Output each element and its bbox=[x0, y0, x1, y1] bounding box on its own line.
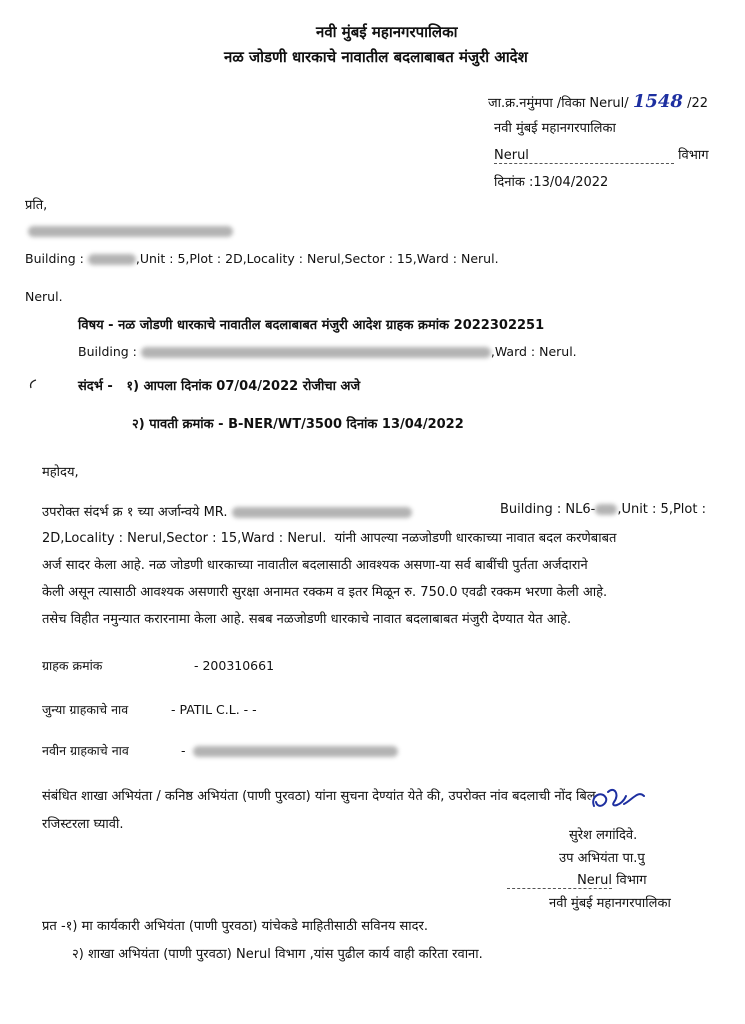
stray-mark-icon bbox=[28, 379, 38, 389]
instruction-line-2: रजिस्टरला घ्यावी. bbox=[42, 817, 124, 832]
old-name-label: जुन्या ग्राहकाचे नाव bbox=[42, 702, 129, 717]
redaction bbox=[232, 507, 412, 518]
redaction bbox=[193, 746, 398, 757]
addressee-name-redacted bbox=[28, 221, 233, 240]
new-name-label: नवीन ग्राहकाचे नाव bbox=[42, 743, 129, 758]
header-title: नळ जोडणी धारकाचे नावातील बदलाबाबत मंजुरी आदेश bbox=[224, 48, 528, 66]
subject-line: विषय - नळ जोडणी धारकाचे नावातील बदलाबाबत मंजुरी आदेश ग्राहक क्रमांक 2022302251 bbox=[78, 318, 545, 333]
body-line-2 bbox=[42, 528, 616, 546]
header-office: नवी मुंबई महानगरपालिका bbox=[316, 23, 458, 41]
signature-scribble-icon bbox=[588, 784, 648, 820]
reference-office: नवी मुंबई महानगरपालिका bbox=[494, 121, 616, 136]
signatory-designation: उप अभियंता पा.पु bbox=[559, 851, 645, 866]
redaction bbox=[88, 254, 136, 265]
body-line-1-right bbox=[500, 502, 706, 517]
reference-item-1: १) आपला दिनांक 07/04/2022 रोजीचा अजे bbox=[126, 379, 361, 394]
signatory-name: सुरेश लगांदिवे. bbox=[569, 828, 638, 843]
reference-label: संदर्भ - bbox=[78, 379, 113, 394]
date-label: दिनांक : bbox=[494, 175, 534, 190]
redaction bbox=[141, 347, 491, 358]
body-line-4: केली असून त्यासाठी आवश्यक असणारी सुरक्षा अनामत रक्कम व इतर मिळून रु. 750.0 एवढी रक्कम भरणा केली आहे. bbox=[42, 585, 608, 600]
address-building-label: Building : bbox=[25, 251, 84, 266]
new-name-row bbox=[42, 742, 398, 759]
body-line-3: अर्ज सादर केला आहे. नळ जोडणी धारकाच्या नावातील बदलासाठी आवश्यक असणा-या सर्व बाबींची पुर्तता अर्जदाराने bbox=[42, 558, 588, 573]
subject-building bbox=[78, 344, 577, 359]
reference-item-2: २) पावती क्रमांक - B-NER/WT/3500 दिनांक 13/04/2022 bbox=[132, 417, 464, 432]
reference-date bbox=[494, 172, 608, 190]
addressee-prati: प्रति, bbox=[25, 198, 48, 213]
old-name-row bbox=[42, 701, 257, 718]
reference-suffix: /22 bbox=[687, 96, 708, 111]
reference-list-1 bbox=[78, 376, 360, 394]
consumer-number-label: ग्राहक क्रमांक bbox=[42, 658, 103, 673]
addressee-address bbox=[25, 251, 499, 266]
body-line-5: तसेच विहीत नमुन्यात करारनामा केला आहे. सबब नळजोडणी धारकाचे नावात बदलाबाबत मंजुरी देण्यात येत आहे. bbox=[42, 612, 572, 627]
addressee-city: Nerul. bbox=[25, 289, 63, 304]
signatory-ward-value: Nerul bbox=[577, 873, 612, 888]
signatory-ward bbox=[507, 870, 647, 889]
handwritten-number: 1548 bbox=[632, 91, 683, 112]
body-text: उपरोक्त संदर्भ क्र १ च्या अर्जान्वये MR. bbox=[42, 505, 228, 520]
instruction-line-1: संबंधित शाखा अभियंता / कनिष्ठ अभियंता (पाणी पुरवठा) यांना सुचना देण्यांत येते की, उपरोक्त नांव बदलाची नोंद बिल bbox=[42, 789, 596, 804]
ward-value: Nerul bbox=[494, 148, 529, 163]
consumer-number-row bbox=[42, 657, 274, 674]
copy-line-1: प्रत -१) मा कार्यकारी अभियंता (पाणी पुरवठा) यांचेकडे माहितीसाठी सविनय सादर. bbox=[42, 919, 428, 934]
salutation: महोदय, bbox=[42, 465, 79, 480]
body-text: 2D,Locality : Nerul,Sector : 15,Ward : Nerul. bbox=[42, 531, 327, 546]
reference-number bbox=[488, 91, 708, 112]
ward-label: विभाग bbox=[678, 148, 709, 163]
address-rest: ,Unit : 5,Plot : 2D,Locality : Nerul,Sector : 15,Ward : Nerul. bbox=[135, 251, 499, 266]
old-name-value: - PATIL C.L. - - bbox=[170, 702, 257, 717]
redaction bbox=[28, 226, 233, 237]
subject-building-label: Building : bbox=[78, 344, 137, 359]
body-text: यांनी आपल्या नळजोडणी धारकाच्या नावात बदल करणेबाबत bbox=[334, 531, 617, 546]
copy-line-2: २) शाखा अभियंता (पाणी पुरवठा) Nerul विभाग ,यांस पुढील कार्य वाही करिता रवाना. bbox=[72, 947, 483, 962]
ward-field bbox=[494, 148, 674, 164]
body-text: Building : NL6- bbox=[500, 502, 596, 517]
reference-ward bbox=[494, 145, 709, 164]
date-value: 13/04/2022 bbox=[533, 175, 609, 190]
consumer-number-value: - 200310661 bbox=[193, 658, 275, 673]
body-text: ,Unit : 5,Plot : bbox=[617, 502, 706, 517]
subject-building-rest: ,Ward : Nerul. bbox=[490, 344, 577, 359]
signatory-office: नवी मुंबई महानगरपालिका bbox=[549, 896, 671, 911]
body-line-1 bbox=[42, 502, 412, 520]
redaction bbox=[595, 504, 617, 515]
signatory-ward-field bbox=[507, 873, 612, 889]
reference-prefix: जा.क्र.नमुंमपा /विका Nerul/ bbox=[488, 96, 629, 111]
signatory-ward-label: विभाग bbox=[616, 873, 647, 888]
new-name-value: - bbox=[180, 743, 186, 758]
